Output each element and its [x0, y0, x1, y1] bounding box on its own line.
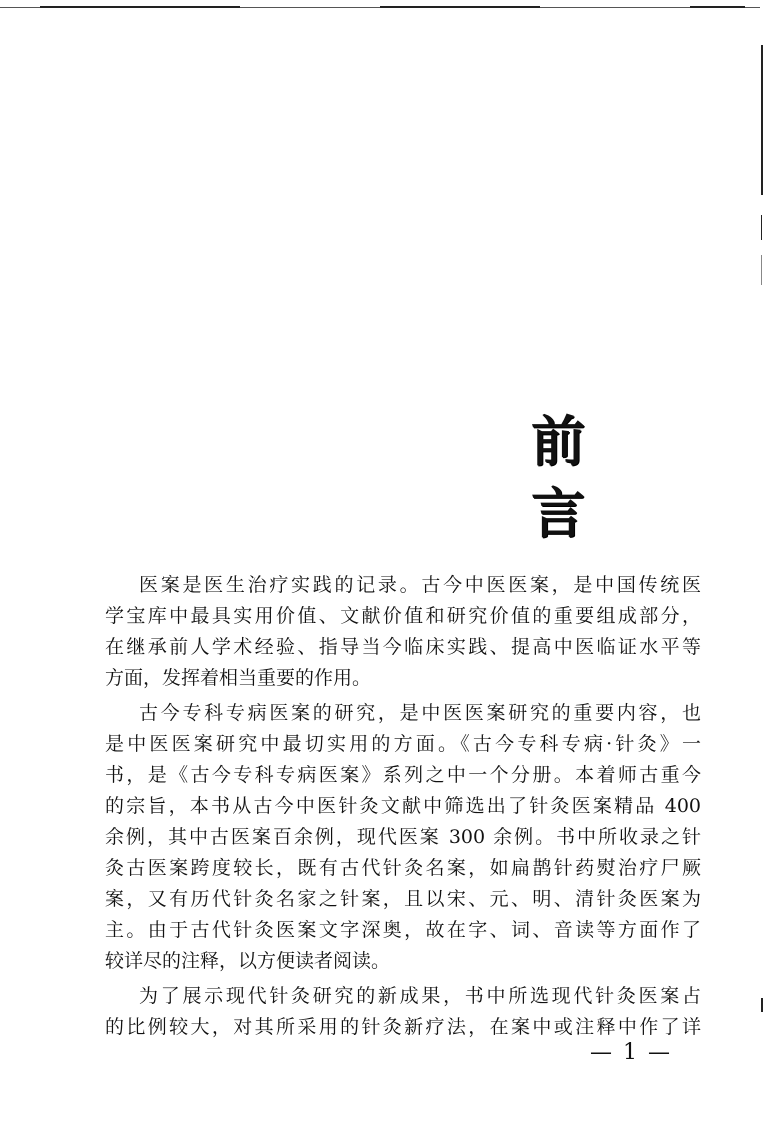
page-number: — 1 —	[590, 1040, 672, 1065]
top-rule-scan-mark	[380, 6, 540, 8]
title-char: 言	[531, 481, 585, 545]
text-line: 为了展示现代针灸研究的新成果，书中所选现代针灸医案占	[139, 985, 701, 1007]
preface-body	[105, 570, 701, 1043]
edge-scan-mark	[761, 998, 763, 1012]
text-line: 古今专科专病医案的研究，是中医医案研究的重要内容，也	[139, 702, 701, 724]
text-line: 医案是医生治疗实践的记录。古今中医医案，是中国传统医	[139, 574, 701, 596]
edge-scan-mark	[761, 215, 762, 240]
paragraph	[105, 981, 701, 1043]
text-line: 案，又有历代针灸名家之针案，且以宋、元、明、清针灸医案为	[105, 888, 701, 910]
text-line: 的比例较大，对其所采用的针灸新疗法，在案中或注释中作了详	[105, 1016, 701, 1038]
text-line: 的宗旨，本书从古今中医针灸文献中筛选出了针灸医案精品 400	[105, 795, 701, 817]
text-line: 主。由于古代针灸医案文字深奥，故在字、词、音读等方面作了	[105, 919, 701, 941]
paragraph	[105, 570, 701, 694]
top-rule-scan-mark	[40, 6, 240, 8]
paragraph	[105, 698, 701, 977]
text-line: 在继承前人学术经验、指导当今临床实践、提高中医临证水平等	[105, 636, 701, 658]
top-rule-scan-mark	[690, 6, 745, 8]
text-line: 书，是《古今专科专病医案》系列之中一个分册。本着师古重今	[105, 764, 701, 786]
edge-scan-mark	[761, 45, 763, 195]
text-line: 灸古医案跨度较长，既有古代针灸名案，如扁鹊针药熨治疗尸厥	[105, 857, 701, 879]
text-line: 学宝库中最具实用价值、文献价值和研究价值的重要组成部分，	[105, 605, 701, 627]
text-line: 方面，发挥着相当重要的作用。	[105, 667, 372, 689]
text-line: 余例，其中古医案百余例，现代医案 300 余例。书中所收录之针	[105, 826, 701, 848]
edge-scan-mark	[761, 255, 762, 285]
title-char: 前	[531, 409, 585, 473]
text-line: 是中医医案研究中最切实用的方面。《古今专科专病·针灸》一	[105, 733, 701, 755]
preface-title	[528, 405, 588, 549]
text-line: 较详尽的注释，以方便读者阅读。	[105, 950, 391, 972]
